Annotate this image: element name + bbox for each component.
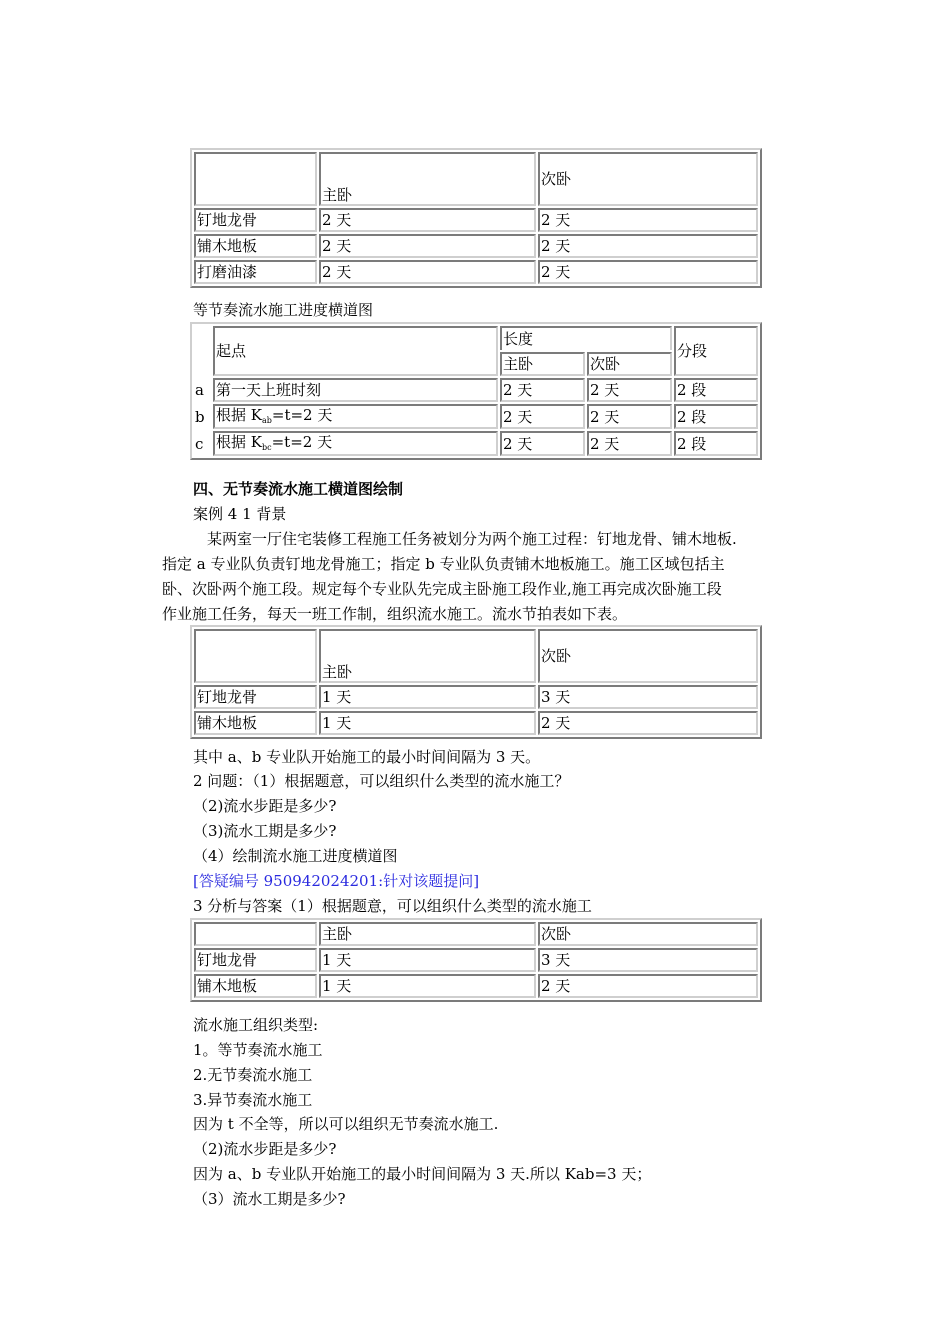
text-line: 其中 a、b 专业队开始施工的最小时间间隔为 3 天。 <box>193 748 541 766</box>
table-cell: 2 天 <box>500 378 585 402</box>
table-cell: 1 天 <box>319 711 536 735</box>
question-line: （2)流水步距是多少? <box>193 797 337 815</box>
table-header-cell: 次卧 <box>538 629 758 683</box>
rhythm-table-1 <box>190 148 762 288</box>
table-cell: 2 段 <box>674 378 758 402</box>
text-line: 1。等节奏流水施工 <box>193 1041 323 1059</box>
question-line: （3)流水工期是多少? <box>193 822 337 840</box>
question-line: （3）流水工期是多少? <box>193 1190 346 1208</box>
table-cell: b <box>195 407 205 426</box>
question-line: （4）绘制流水施工进度横道图 <box>193 847 398 865</box>
paragraph-line: 某两室一厅住宅装修工程施工任务被划分为两个施工过程：钉地龙骨、铺木地板. <box>207 530 737 548</box>
table-cell: 打磨油漆 <box>194 260 317 284</box>
table-header-cell: 主卧 <box>319 152 536 206</box>
table-cell: 钉地龙骨 <box>194 948 317 972</box>
table-cell: 根据 $K_{ab}=t=2$ 天 <box>213 404 498 429</box>
table-cell: 2 天 <box>538 974 758 998</box>
text-line: 流水施工组织类型: <box>193 1016 319 1034</box>
rhythm-table-2 <box>190 625 762 739</box>
table-cell: 铺木地板 <box>194 234 317 258</box>
table-cell: 1 天 <box>319 974 536 998</box>
table-header-cell: 分段 <box>674 326 758 376</box>
table-cell: 2 天 <box>538 711 758 735</box>
table-cell: 铺木地板 <box>194 974 317 998</box>
table-cell: 2 天 <box>587 431 672 456</box>
table-cell: 2 天 <box>319 208 536 232</box>
table-cell: c <box>195 434 204 453</box>
table-cell: 第一天上班时刻 <box>213 378 498 402</box>
paragraph-line: 作业施工任务，每天一班工作制，组织流水施工。流水节拍表如下表。 <box>162 605 628 623</box>
table-header-cell: 起点 <box>213 326 498 376</box>
table-cell: 3 天 <box>538 948 758 972</box>
table-cell: 2 天 <box>538 234 758 258</box>
table-cell: 2 天 <box>500 404 585 429</box>
table-cell: 3 天 <box>538 685 758 709</box>
caption: 等节奏流水施工进度横道图 <box>193 301 374 319</box>
table-cell: 2 天 <box>587 404 672 429</box>
table-cell: 2 天 <box>538 208 758 232</box>
table-header-cell: 主卧 <box>500 352 585 376</box>
table-cell: 钉地龙骨 <box>194 208 317 232</box>
table-header-cell <box>194 629 317 683</box>
table-cell: 2 天 <box>319 260 536 284</box>
table-cell: 2 天 <box>319 234 536 258</box>
table-cell: 1 天 <box>319 685 536 709</box>
table-cell: 2 天 <box>500 431 585 456</box>
ask-question-link[interactable]: [答疑编号 950942024201:针对该题提问] <box>193 872 480 890</box>
schedule-table <box>190 322 762 460</box>
table-header-cell: 次卧 <box>538 922 758 946</box>
table-cell: 2 段 <box>674 404 758 429</box>
text-line: 3.异节奏流水施工 <box>193 1091 313 1109</box>
table-cell: 2 段 <box>674 431 758 456</box>
table-header-cell: 次卧 <box>538 152 758 206</box>
table-cell: 2 天 <box>538 260 758 284</box>
question-line: 2 问题：（1）根据题意，可以组织什么类型的流水施工？ <box>193 772 570 790</box>
paragraph-line: 卧、次卧两个施工段。规定每个专业队先完成主卧施工段作业,施工再完成次卧施工段 <box>162 580 722 598</box>
text-line: 因为 t 不全等，所以可以组织无节奏流水施工. <box>193 1115 499 1133</box>
rhythm-table-3 <box>190 918 762 1002</box>
table-cell <box>194 326 211 376</box>
paragraph-line: 指定 a 专业队负责钉地龙骨施工；指定 b 专业队负责铺木地板施工。施工区域包括主 <box>162 555 725 573</box>
table-cell: 1 天 <box>319 948 536 972</box>
table-cell: 铺木地板 <box>194 711 317 735</box>
analysis-heading: 3 分析与答案（1）根据题意，可以组织什么类型的流水施工 <box>193 897 592 915</box>
table-header-cell: 主卧 <box>319 922 536 946</box>
table-header-cell <box>194 152 317 206</box>
table-cell: a <box>195 381 204 399</box>
table-header-cell: 主卧 <box>319 629 536 683</box>
table-header-cell <box>194 922 317 946</box>
case-title: 案例 4 1 背景 <box>193 505 287 523</box>
question-line: （2)流水步距是多少? <box>193 1140 337 1158</box>
table-header-cell: 次卧 <box>587 352 672 376</box>
table-cell: 2 天 <box>587 378 672 402</box>
table-cell: 钉地龙骨 <box>194 685 317 709</box>
text-line: 2.无节奏流水施工 <box>193 1066 313 1084</box>
table-cell: 根据 $K_{bc}=t=2$ 天 <box>213 431 498 456</box>
table-header-cell: 长度 <box>500 326 672 350</box>
text-line: 因为 a、b 专业队开始施工的最小时间间隔为 3 天.所以 Kab=3 天； <box>193 1165 652 1183</box>
section-heading: 四、无节奏流水施工横道图绘制 <box>193 480 404 498</box>
